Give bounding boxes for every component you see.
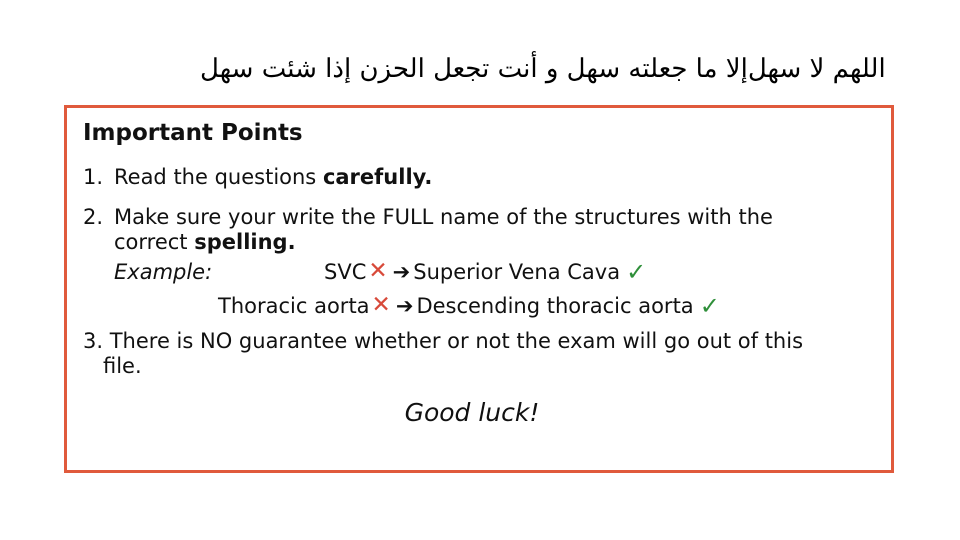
- example-2-correct: Descending thoracic aorta: [416, 293, 694, 318]
- point-1-number: 1.: [83, 164, 104, 189]
- example-row-1: [114, 255, 881, 289]
- point-3: [83, 329, 881, 379]
- example-1-correct: Superior Vena Cava: [413, 259, 621, 284]
- important-points-card: [64, 105, 894, 473]
- check-icon: ✓: [699, 291, 720, 320]
- point-2-body: [114, 205, 881, 323]
- example-row-2: [114, 289, 881, 323]
- point-3-text: There is NO guarantee whether or not the exam will go out of this: [109, 329, 804, 354]
- point-3-continuation: file.: [103, 354, 142, 379]
- point-3-line: [83, 329, 881, 354]
- point-2-continuation: [114, 230, 881, 255]
- example-1-wrong: SVC: [324, 259, 367, 284]
- arabic-header-left: إلا ما جعلته سهل و أنت تجعل الحزن إذا شئت سهل: [200, 54, 748, 84]
- point-2: [83, 205, 881, 323]
- cross-icon: ✕: [371, 292, 391, 319]
- point-2-text: Make sure your write the FULL name of the structures with the: [114, 204, 773, 229]
- point-3-number: 3.: [83, 329, 104, 354]
- point-1-plain: Read the questions: [114, 164, 323, 189]
- arrow-right-icon: ➔: [395, 293, 414, 318]
- point-2-number: 2.: [83, 204, 104, 229]
- point-1-text: [114, 165, 881, 190]
- arrow-right-icon: ➔: [392, 259, 411, 284]
- card-content: [83, 120, 881, 428]
- point-1: [83, 165, 881, 190]
- example-label: Example:: [114, 259, 213, 284]
- cross-icon: ✕: [368, 258, 388, 285]
- point-2-bold: spelling.: [194, 229, 296, 254]
- arabic-header-right: اللهم لا سهل: [747, 54, 886, 84]
- point-1-bold: carefully.: [322, 164, 433, 189]
- example-2-wrong: Thoracic aorta: [218, 293, 370, 318]
- card-title: Important Points: [83, 120, 303, 146]
- good-luck-text: Good luck!: [404, 397, 540, 427]
- check-icon: ✓: [626, 257, 647, 286]
- arabic-header: [200, 44, 886, 94]
- point-2-cont: correct: [114, 229, 195, 254]
